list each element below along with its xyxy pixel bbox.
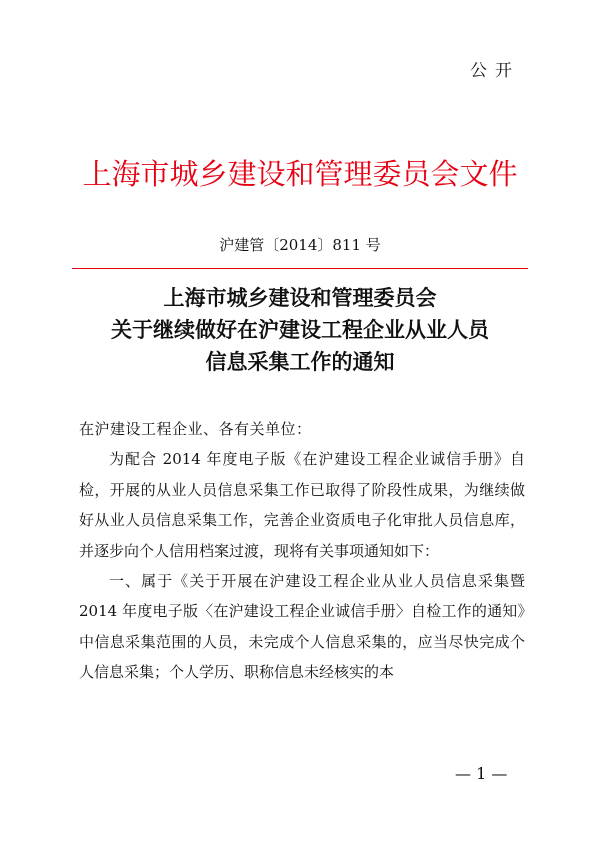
document-number: 沪建管〔2014〕811 号: [219, 236, 381, 254]
issuer-header: 上海市城乡建设和管理委员会文件: [82, 157, 518, 191]
paragraph-intro: 为配合 2014 年度电子版《在沪建设工程企业诚信手册》自检，开展的从业人员信息采集工作已取得了阶段性成果，为继续做好从业人员信息采集工作，完善企业资质电子化审批人员信息库，并逐步向个人信用档案过渡，现将有关事项通知如下：: [79, 450, 525, 560]
title-line-2: 关于继续做好在沪建设工程企业从业人员: [111, 317, 489, 342]
document-body: [79, 414, 525, 688]
disclosure-label: 公开: [470, 61, 520, 81]
title-line-1: 上海市城乡建设和管理委员会: [163, 285, 437, 310]
paragraph-item-1: 一、属于《关于开展在沪建设工程企业从业人员信息采集暨 2014 年度电子版〈在沪建设工程企业诚信手册〉自检工作的通知》中信息采集范围的人员，未完成个人信息采集的，应当尽快完成个人信息采集；个人学历、职称信息未经核实的本: [79, 572, 525, 682]
red-divider: [72, 268, 528, 269]
salutation: 在沪建设工程企业、各有关单位：: [79, 420, 312, 438]
title-line-3: 信息采集工作的通知: [205, 349, 395, 374]
page-number: — 1 —: [455, 764, 508, 783]
document-title: [0, 282, 600, 378]
